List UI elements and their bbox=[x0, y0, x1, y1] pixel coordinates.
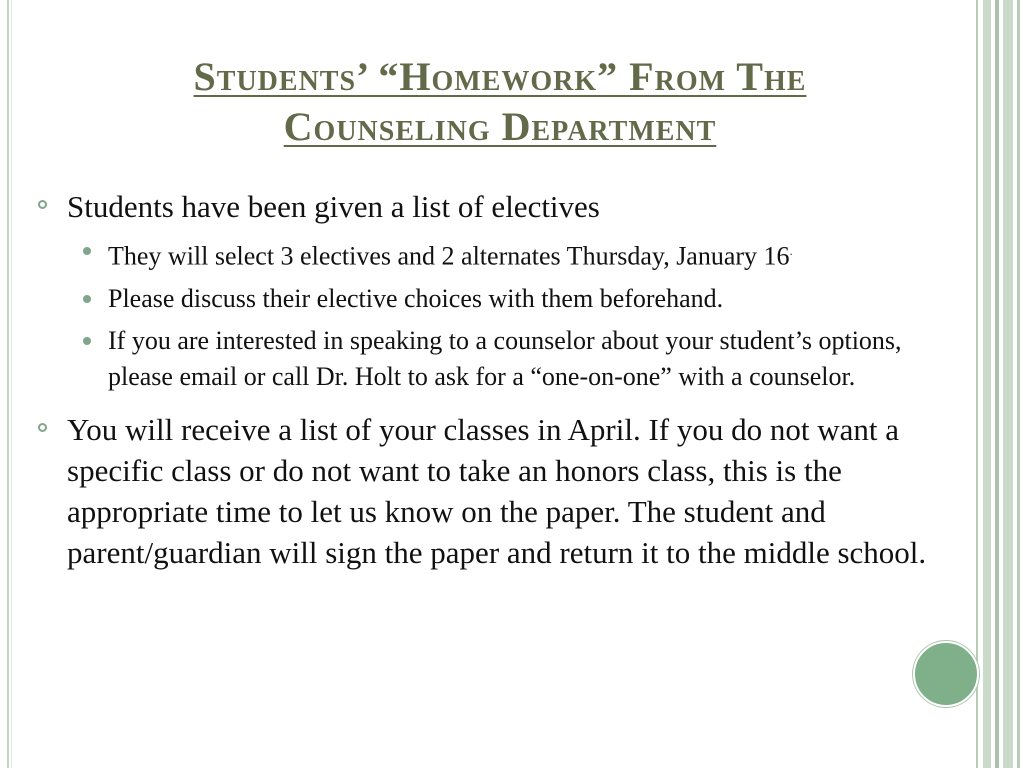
superscript-period: . bbox=[789, 244, 793, 258]
title-line-2: Counseling Department bbox=[283, 104, 717, 149]
title-line-1: Students’ “Homework” From The bbox=[193, 54, 807, 99]
bullet-item-2 bbox=[36, 409, 966, 573]
slide-body bbox=[36, 186, 966, 579]
bullet-text: Students have been given a list of electives bbox=[67, 189, 600, 224]
hollow-circle-icon bbox=[38, 423, 47, 432]
right-stripe bbox=[976, 0, 978, 768]
hollow-circle-icon bbox=[38, 200, 47, 209]
right-stripe bbox=[983, 0, 991, 768]
left-border-inner-line bbox=[11, 0, 12, 768]
sub-bullet-list bbox=[36, 233, 966, 395]
decorative-circle bbox=[913, 641, 979, 707]
right-stripe bbox=[1017, 0, 1020, 768]
sub-bullet-item-2 bbox=[36, 281, 928, 317]
left-border-line bbox=[7, 0, 9, 768]
sub-bullet-item-3 bbox=[36, 323, 928, 395]
sub-bullet-text: Please discuss their elective choices with them beforehand. bbox=[108, 283, 724, 313]
sub-bullet-text: They will select 3 electives and 2 alternates Thursday, January 16 bbox=[108, 241, 790, 271]
sub-bullet-item-1 bbox=[36, 233, 928, 275]
filled-dot-icon bbox=[83, 295, 91, 303]
bullet-text: You will receive a list of your classes in April. If you do not want a specific class or do not want to take an honors class, this is the appropriate time to let us know on the paper. The student and parent/guardian will sign the paper and return it to the middle school. bbox=[67, 411, 927, 570]
sub-bullet-text: If you are interested in speaking to a counselor about your student’s options, please email or call Dr. Holt to ask for a “one-on-one” with a counselor. bbox=[108, 325, 902, 391]
bullet-item-1 bbox=[36, 186, 966, 227]
right-stripe bbox=[995, 0, 999, 768]
right-stripe bbox=[1003, 0, 1013, 768]
filled-dot-icon bbox=[83, 247, 91, 255]
filled-dot-icon bbox=[83, 337, 91, 345]
slide-title bbox=[80, 52, 920, 152]
